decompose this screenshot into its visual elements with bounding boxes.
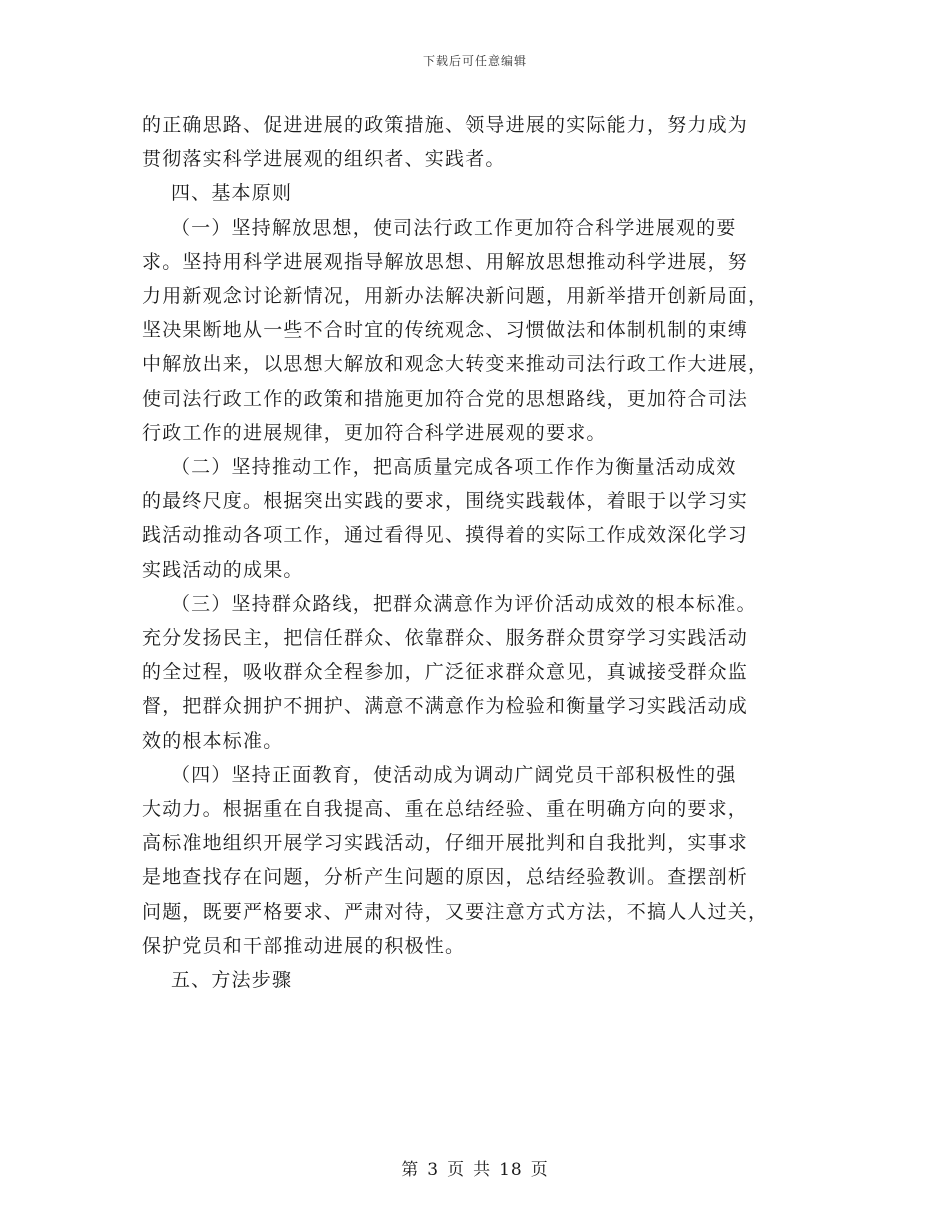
- body-line: （二）坚持推动工作，把高质量完成各项工作作为衡量活动成效: [142, 456, 737, 479]
- current-page-number: 3: [427, 1160, 440, 1180]
- body-line: 中解放出来，以思想大解放和观念大转变来推动司法行政工作大进展，: [142, 353, 769, 376]
- page-suffix: 页: [530, 1160, 549, 1180]
- body-line: 使司法行政工作的政策和措施更加符合党的思想路线，更加符合司法: [142, 387, 749, 410]
- page-word: 页: [447, 1160, 466, 1180]
- body-line: 践活动推动各项工作，通过看得见、摸得着的实际工作成效深化学习: [142, 524, 749, 547]
- body-line: 力用新观念讨论新情况，用新办法解决新问题，用新举措开创新局面，: [142, 285, 769, 308]
- page-prefix: 第: [401, 1160, 420, 1180]
- body-line: 是地查找存在问题，分析产生问题的原因，总结经验教训。查摆剖析: [142, 866, 749, 889]
- body-line: 的正确思路、促进进展的政策措施、领导进展的实际能力，努力成为: [142, 114, 749, 136]
- body-line: 充分发扬民主，把信任群众、依靠群众、服务群众贯穿学习实践活动: [142, 627, 749, 650]
- body-line: 督，把群众拥护不拥护、满意不满意作为检验和衡量学习实践活动成: [142, 695, 749, 718]
- body-line: 求。坚持用科学进展观指导解放思想、用解放思想推动科学进展，努: [142, 250, 749, 273]
- body-line: 的全过程，吸收群众全程参加，广泛征求群众意见，真诚接受群众监: [142, 661, 749, 684]
- body-line: 实践活动的成果。: [142, 558, 304, 581]
- body-line: 问题，既要严格要求、严肃对待，又要注意方式方法，不搞人人过关，: [142, 900, 769, 923]
- total-word: 共: [473, 1160, 492, 1180]
- document-body: [142, 108, 810, 997]
- page-number-footer: [0, 1155, 950, 1180]
- body-line: 保护党员和干部推动进展的积极性。: [142, 934, 466, 957]
- body-line: 大动力。根据重在自我提高、重在总结经验、重在明确方向的要求，: [142, 798, 749, 821]
- section-heading: 五、方法步骤: [142, 969, 293, 992]
- body-line: 坚决果断地从一些不合时宜的传统观念、习惯做法和体制机制的束缚: [142, 319, 749, 342]
- body-line: 贯彻落实科学进展观的组织者、实践者。: [142, 148, 506, 171]
- body-line: （三）坚持群众路线，把群众满意作为评价活动成效的根本标准。: [142, 592, 757, 615]
- total-pages-number: 18: [499, 1160, 523, 1180]
- body-line: （四）坚持正面教育，使活动成为调动广阔党员干部积极性的强: [142, 763, 737, 786]
- body-line: 行政工作的进展规律，更加符合科学进展观的要求。: [142, 421, 607, 444]
- section-heading: 四、基本原则: [142, 182, 293, 205]
- body-line: 效的根本标准。: [142, 729, 284, 752]
- body-line: （一）坚持解放思想，使司法行政工作更加符合科学进展观的要: [142, 216, 737, 239]
- body-line: 高标准地组织开展学习实践活动，仔细开展批判和自我批判，实事求: [142, 832, 749, 855]
- page-header-note: 下载后可任意编辑: [422, 54, 527, 68]
- body-line: 的最终尺度。根据突出实践的要求，围绕实践载体，着眼于以学习实: [142, 490, 749, 513]
